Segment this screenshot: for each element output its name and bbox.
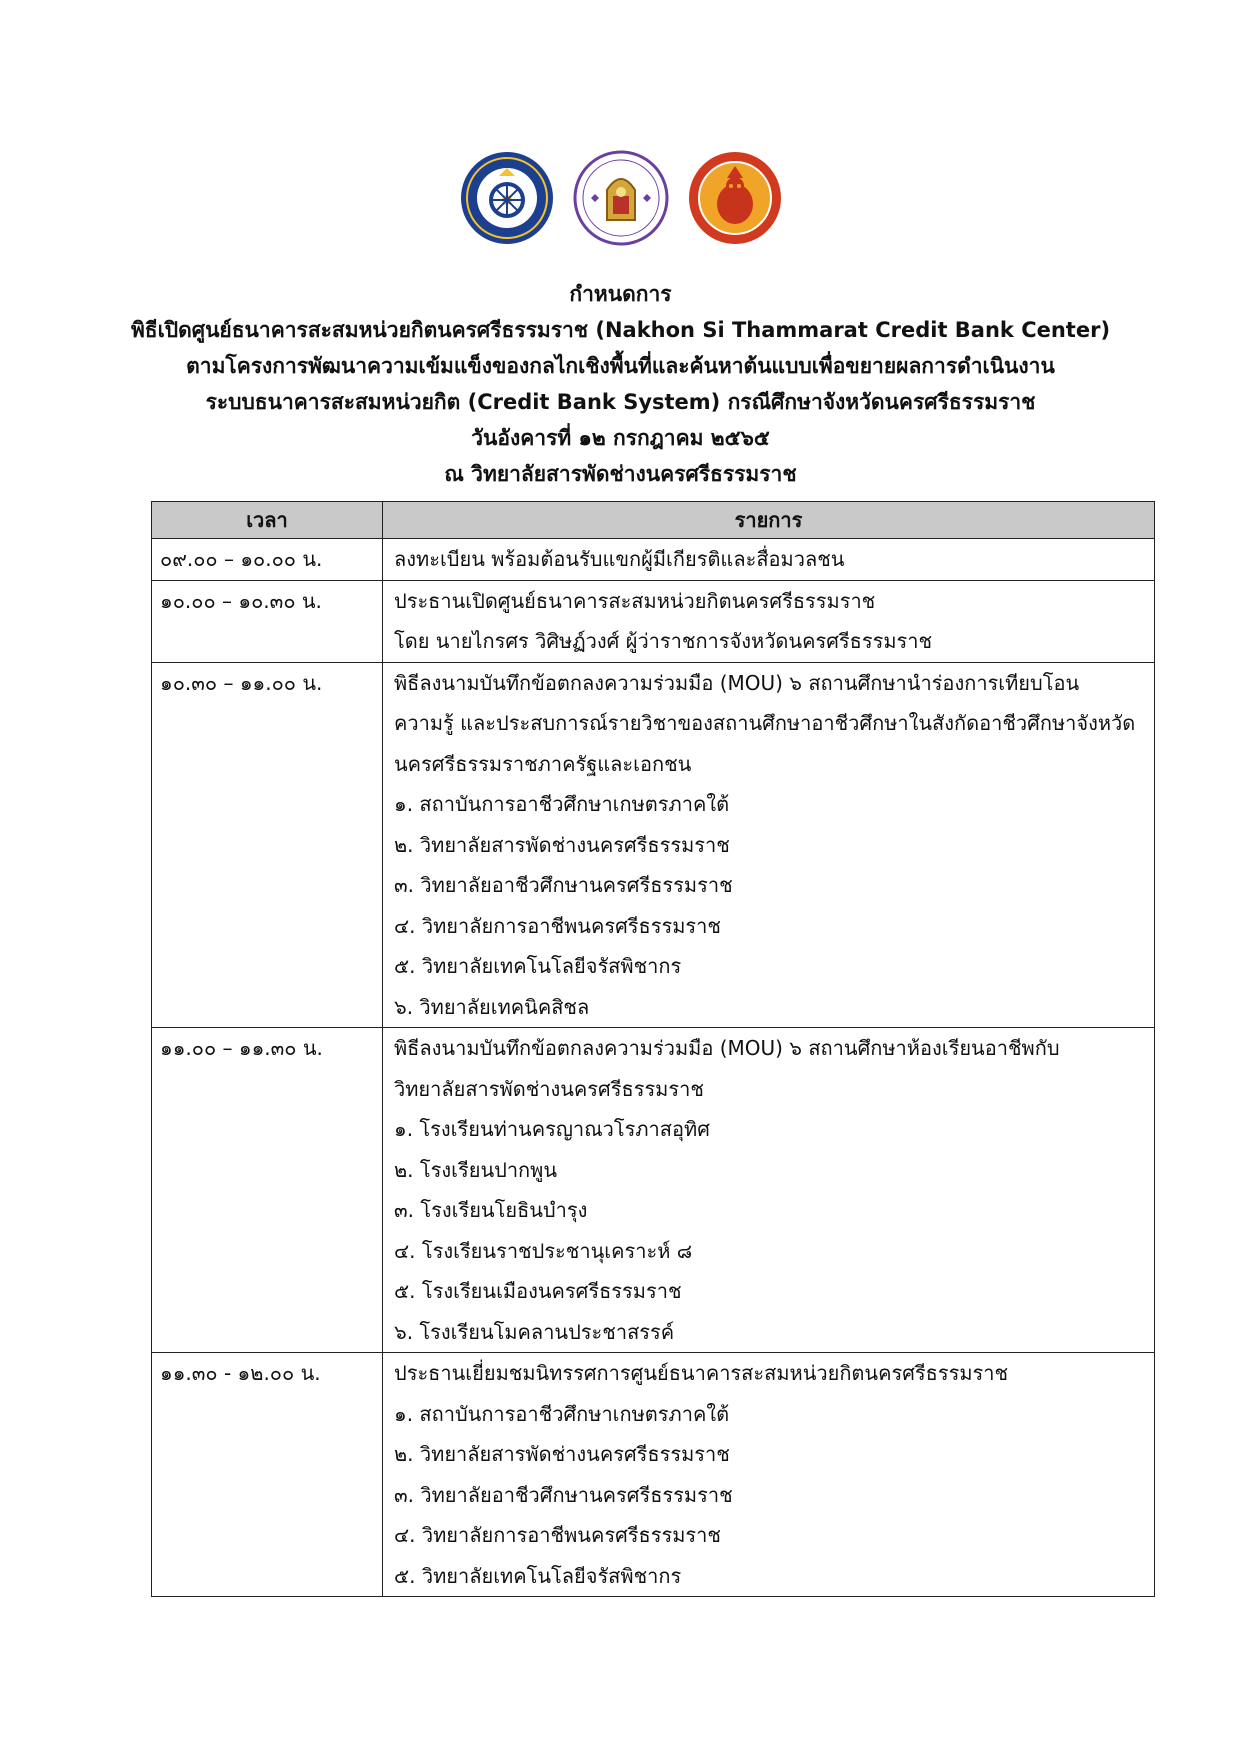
item-line: ลงทะเบียน พร้อมต้อนรับแขกผู้มีเกียรติและสื่อมวลชน [394,547,845,571]
item-line: ๔. วิทยาลัยการอาชีพนครศรีธรรมราช [394,1523,721,1547]
item-line: ๒. โรงเรียนปากพูน [394,1157,558,1182]
item-line: นครศรีธรรมราชภาครัฐและเอกชน [394,751,692,776]
item-line: ประธานเปิดศูนย์ธนาคารสะสมหน่วยกิตนครศรีธรรมราช [394,588,876,613]
table-row [152,1353,1155,1597]
item-cell [383,580,1155,662]
item-line: ๖. โรงเรียนโมคลานประชาสรรค์ [394,1319,675,1344]
item-cell [383,1353,1155,1597]
time-cell [152,1353,383,1597]
item-line: ๓. วิทยาลัยอาชีวศึกษานครศรีธรรมราช [394,1482,733,1507]
item-line: ๒. วิทยาลัยสารพัดช่างนครศรีธรรมราช [394,1442,730,1466]
item-cell [383,1028,1155,1353]
table-row [152,1028,1155,1353]
schedule-table [151,501,1155,1597]
time-cell [152,662,383,1028]
table-row [152,662,1155,1028]
nakhon-si-thammarat-polytechnic-college-logo [687,150,783,246]
item-line: ๑. สถาบันการอาชีวศึกษาเกษตรภาคใต้ [394,792,730,816]
item-line: ๓. วิทยาลัยอาชีวศึกษานครศรีธรรมราช [394,873,733,897]
item-line: ประธานเยี่ยมชมนิทรรศการศูนย์ธนาคารสะสมหน่วยกิตนครศรีธรรมราช [394,1361,1009,1385]
item-line: ๕. วิทยาลัยเทคโนโลยีจรัสพิชากร [394,954,682,978]
table-row [152,539,1155,581]
table-header-row [152,502,1155,539]
item-line: ๑. โรงเรียนท่านครญาณวโรภาสอุทิศ [394,1117,710,1141]
time-text: ๑๑.๓๐ - ๑๒.๐๐ น. [160,1361,321,1385]
office-of-the-education-council-logo [459,150,555,246]
item-line: วิทยาลัยสารพัดช่างนครศรีธรรมราช [394,1076,704,1101]
item-line: ๕. วิทยาลัยเทคโนโลยีจรัสพิชากร [394,1563,682,1588]
table-row [152,580,1155,662]
logo-strip [0,150,1241,246]
item-line: ๑. สถาบันการอาชีวศึกษาเกษตรภาคใต้ [394,1401,730,1426]
item-line: ๒. วิทยาลัยสารพัดช่างนครศรีธรรมราช [394,832,730,857]
column-header-time: เวลา [152,502,383,539]
time-cell [152,539,383,581]
item-cell [383,662,1155,1028]
item-line: ความรู้ และประสบการณ์รายวิชาของสถานศึกษาอาชีวศึกษาในสังกัดอาชีวศึกษาจังหวัด [394,711,1136,735]
time-text: ๑๑.๐๐ – ๑๑.๓๐ น. [160,1036,323,1060]
item-line: ๕. โรงเรียนเมืองนครศรีธรรมราช [394,1279,682,1303]
item-line: ๖. วิทยาลัยเทคนิคสิชล [394,994,590,1019]
item-line: ๔. โรงเรียนราชประชานุเคราะห์ ๘ [394,1238,693,1263]
ceremony-title: พิธีเปิดศูนย์ธนาคารสะสมหน่วยกิตนครศรีธรรมราช (Nakhon Si Thammarat Credit Bank Center) [130,318,1111,342]
item-cell [383,539,1155,581]
project-title: ตามโครงการพัฒนาความเข้มแข็งของกลไกเชิงพื้นที่และค้นหาต้นแบบเพื่อขยายผลการดำเนินงาน [186,354,1055,378]
event-date: วันอังคารที่ ๑๒ กรกฎาคม ๒๕๖๕ [471,426,770,450]
time-text: ๑๐.๓๐ – ๑๑.๐๐ น. [160,670,323,695]
schedule-body [152,539,1155,1597]
time-text: ๐๙.๐๐ – ๑๐.๐๐ น. [160,547,323,571]
item-line: โดย นายไกรศร วิศิษฏ์วงศ์ ผู้ว่าราชการจังหวัดนครศรีธรรมราช [394,629,933,653]
time-cell [152,580,383,662]
regional-education-office-logo [573,150,669,246]
item-line: ๔. วิทยาลัยการอาชีพนครศรีธรรมราช [394,913,721,938]
event-venue: ณ วิทยาลัยสารพัดช่างนครศรีธรรมราช [444,462,797,486]
system-title: ระบบธนาคารสะสมหน่วยกิต (Credit Bank System) กรณีศึกษาจังหวัดนครศรีธรรมราช [205,390,1036,414]
item-line: ๓. โรงเรียนโยธินบำรุง [394,1198,588,1222]
time-text: ๑๐.๐๐ – ๑๐.๓๐ น. [160,588,322,613]
page-title: กำหนดการ [569,282,672,306]
item-line: พิธีลงนามบันทึกข้อตกลงความร่วมมือ (MOU) ๖ สถานศึกษาห้องเรียนอาชีพกับ [394,1036,1060,1060]
column-header-item: รายการ [383,502,1155,539]
item-line: พิธีลงนามบันทึกข้อตกลงความร่วมมือ (MOU) ๖ สถานศึกษานำร่องการเทียบโอน [394,670,1080,695]
time-cell [152,1028,383,1353]
